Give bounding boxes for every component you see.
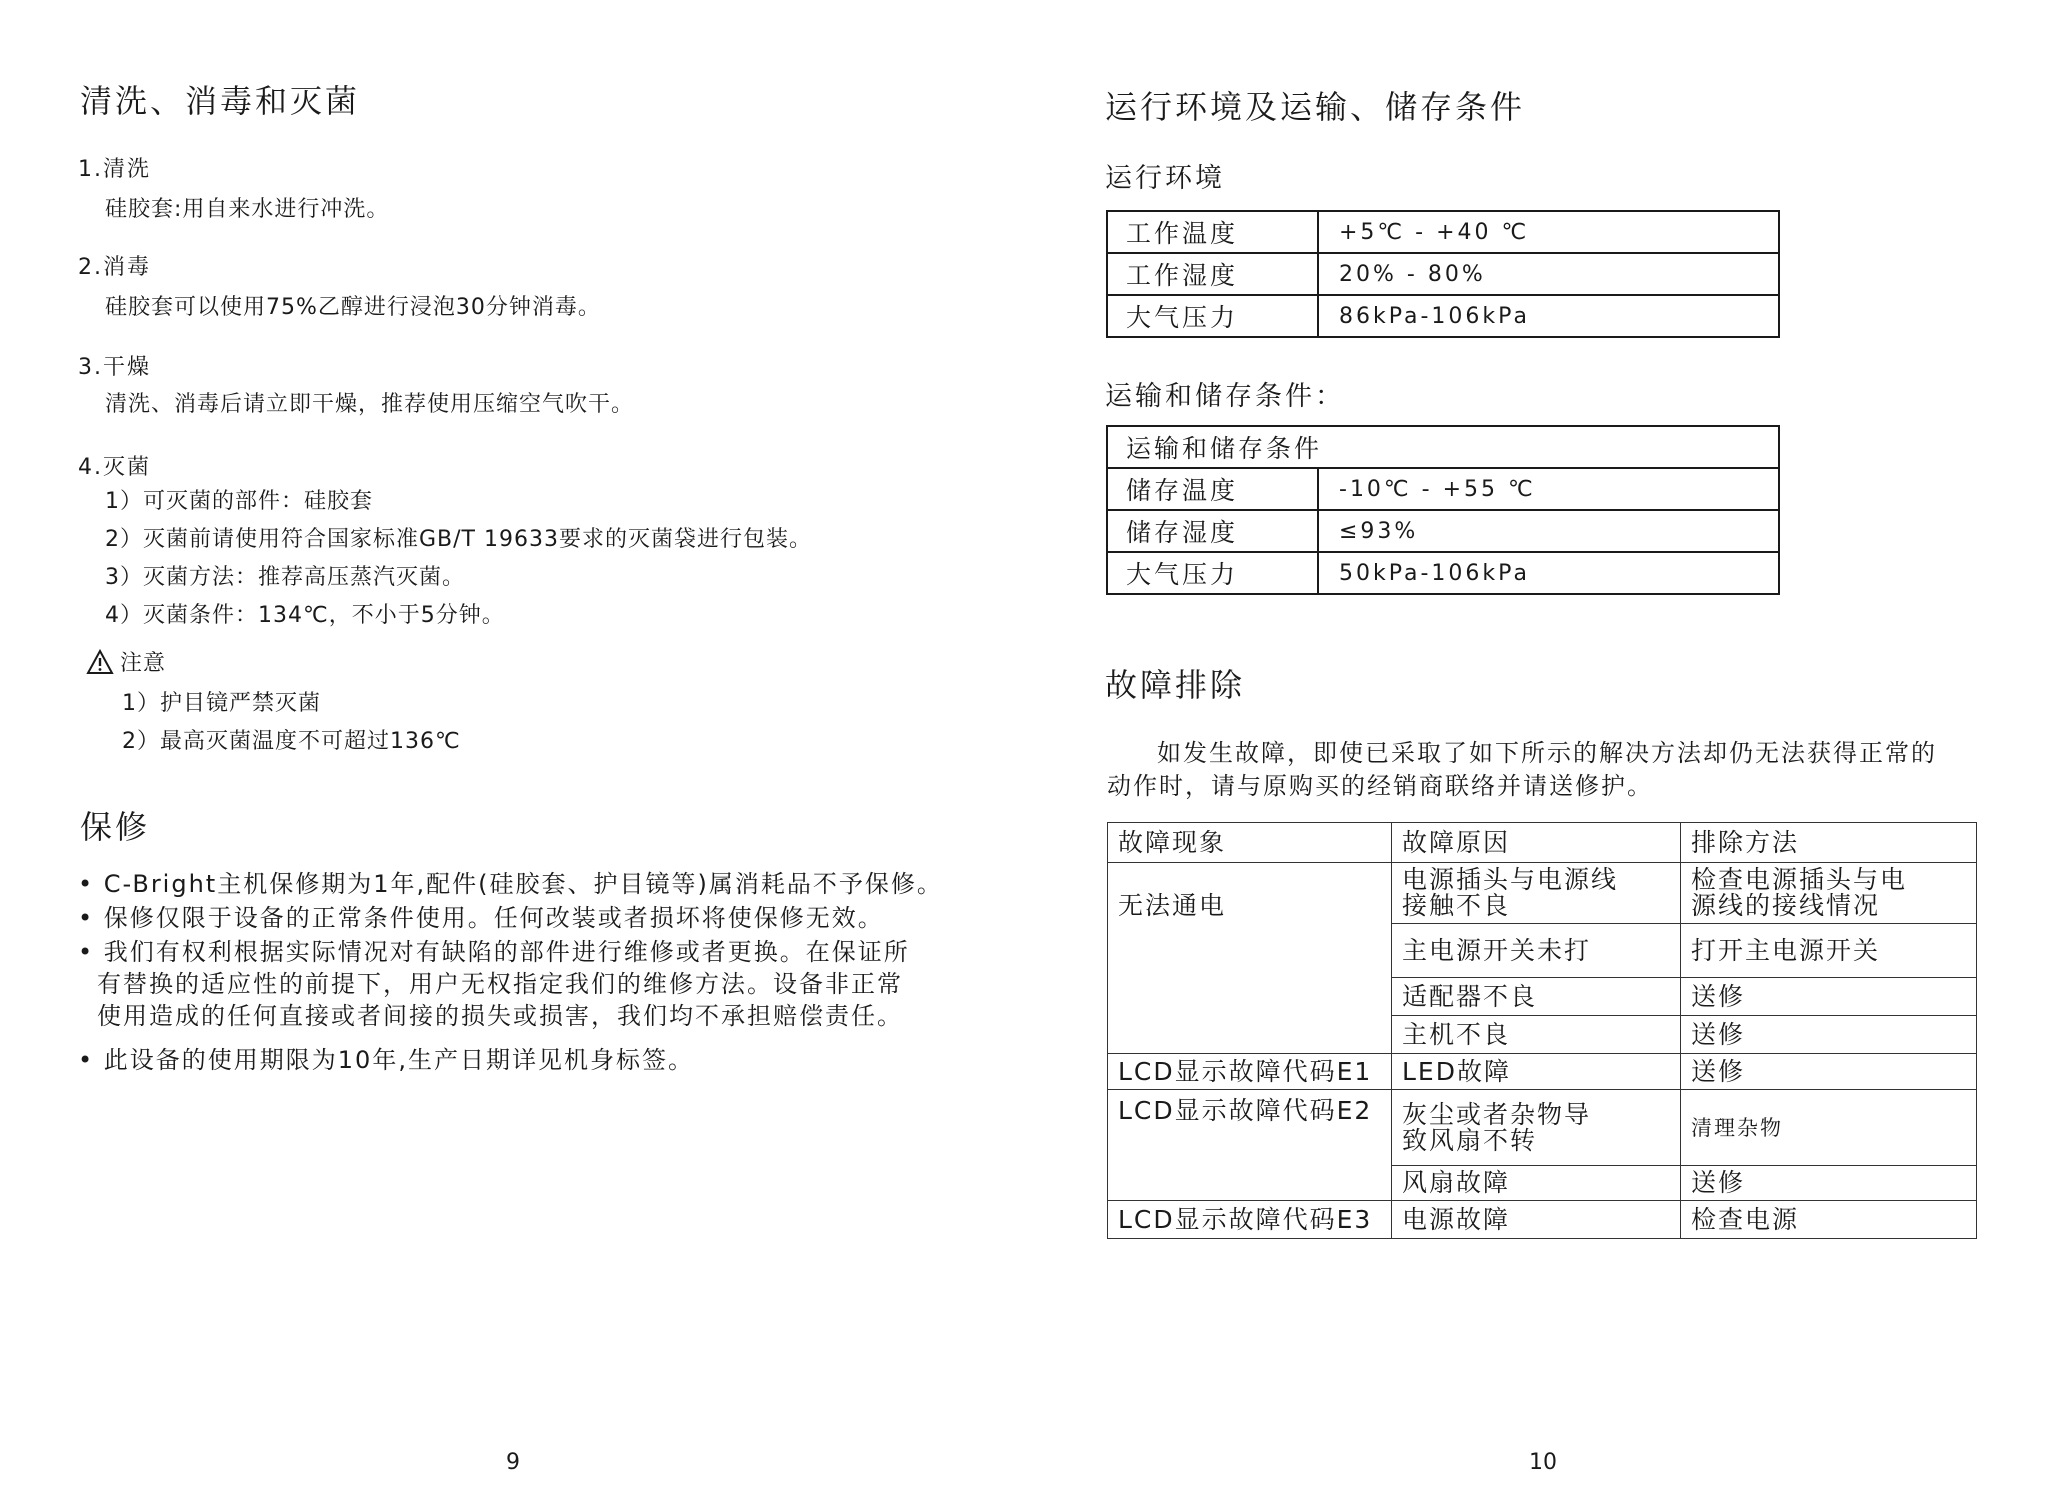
fix-check-plug bbox=[1681, 863, 1977, 924]
step-text-disinfect: 硅胶套可以使用75%乙醇进行浸泡30分钟消毒。 bbox=[105, 295, 601, 320]
table-row bbox=[1107, 211, 1779, 253]
caution-heading bbox=[86, 646, 166, 677]
sterilize-line-2: 2）灭菌前请使用符合国家标准GB/T 19633要求的灭菌袋进行包装。 bbox=[105, 527, 812, 552]
page-number-left: 9 bbox=[506, 1450, 520, 1475]
troubleshoot-table bbox=[1107, 822, 1977, 1239]
step-text-clean: 硅胶套:用自来水进行冲洗。 bbox=[105, 197, 390, 222]
symptom-e2: LCD显示故障代码E2 bbox=[1108, 1090, 1392, 1201]
warranty-item-3-cont-2: 使用造成的任何直接或者间接的损失或损害，我们均不承担赔偿责任。 bbox=[97, 1002, 903, 1030]
cause-switch: 主电源开关未打 bbox=[1392, 924, 1681, 978]
storage-table bbox=[1106, 425, 1780, 595]
table-row bbox=[1108, 1201, 1977, 1239]
warranty-title: 保修 bbox=[80, 808, 151, 846]
fix-repair-fan: 送修 bbox=[1681, 1166, 1977, 1201]
warranty-item-1: • C-Bright主机保修期为1年,配件(硅胶套、护目镜等)属消耗品不予保修。 bbox=[78, 870, 943, 898]
sterilize-line-1: 1）可灭菌的部件：硅胶套 bbox=[105, 489, 373, 514]
fix-check-power: 检查电源 bbox=[1681, 1201, 1977, 1239]
fix-open-switch: 打开主电源开关 bbox=[1681, 924, 1977, 978]
cause-led: LED故障 bbox=[1392, 1054, 1681, 1090]
cause-plug-line-1: 电源插头与电源线 bbox=[1402, 865, 1619, 894]
cause-host: 主机不良 bbox=[1392, 1016, 1681, 1054]
step-heading-clean: 1.清洗 bbox=[78, 157, 151, 182]
storage-value-pressure: 50kPa-106kPa bbox=[1318, 552, 1779, 594]
env-label-humidity: 工作湿度 bbox=[1107, 253, 1318, 295]
operating-env-table bbox=[1106, 210, 1780, 338]
symptom-e1: LCD显示故障代码E1 bbox=[1108, 1054, 1392, 1090]
step-heading-disinfect: 2.消毒 bbox=[78, 255, 151, 280]
caution-line-2: 2）最高灭菌温度不可超过136℃ bbox=[122, 729, 461, 754]
env-label-temp: 工作温度 bbox=[1107, 211, 1318, 253]
table-row bbox=[1107, 510, 1779, 552]
warranty-item-2: • 保修仅限于设备的正常条件使用。任何改装或者损坏将使保修无效。 bbox=[78, 904, 884, 932]
left-page bbox=[0, 0, 1023, 1496]
storage-label-humidity: 储存湿度 bbox=[1107, 510, 1318, 552]
storage-value-humidity: ≤93% bbox=[1318, 510, 1779, 552]
warranty-item-3-cont-1: 有替换的适应性的前提下，用户无权指定我们的维修方法。设备非正常 bbox=[97, 970, 903, 998]
warranty-item-3: • 我们有权利根据实际情况对有缺陷的部件进行维修或者更换。在保证所 bbox=[78, 938, 910, 966]
fix-repair-adapter: 送修 bbox=[1681, 978, 1977, 1016]
env-value-humidity: 20% - 80% bbox=[1318, 253, 1779, 295]
warranty-item-4: • 此设备的使用期限为10年,生产日期详见机身标签。 bbox=[78, 1046, 694, 1074]
table-row bbox=[1107, 552, 1779, 594]
fix-check-2: 源线的接线情况 bbox=[1691, 891, 1881, 920]
warning-icon bbox=[86, 649, 114, 675]
header-fix: 排除方法 bbox=[1681, 823, 1977, 863]
table-row bbox=[1107, 295, 1779, 337]
cause-plug-line bbox=[1392, 863, 1681, 924]
right-page bbox=[1023, 0, 2047, 1496]
table-row bbox=[1108, 823, 1977, 863]
step-heading-sterilize: 4.灭菌 bbox=[78, 455, 151, 480]
cause-dust bbox=[1392, 1090, 1681, 1166]
fix-repair-host: 送修 bbox=[1681, 1016, 1977, 1054]
page-number-right: 10 bbox=[1529, 1450, 1557, 1475]
cause-psu: 电源故障 bbox=[1392, 1201, 1681, 1239]
env-label-pressure: 大气压力 bbox=[1107, 295, 1318, 337]
cause-fan: 风扇故障 bbox=[1392, 1166, 1681, 1201]
storage-label-temp: 储存温度 bbox=[1107, 468, 1318, 510]
storage-table-header: 运输和储存条件 bbox=[1107, 426, 1779, 468]
symptom-e3: LCD显示故障代码E3 bbox=[1108, 1201, 1392, 1239]
symptom-no-power: 无法通电 bbox=[1108, 863, 1392, 1054]
step-text-dry: 清洗、消毒后请立即干燥，推荐使用压缩空气吹干。 bbox=[105, 392, 635, 417]
fix-clean: 清理杂物 bbox=[1681, 1090, 1977, 1166]
operating-env-title: 运行环境 bbox=[1105, 163, 1225, 194]
sterilize-line-4: 4）灭菌条件：134℃，不小于5分钟。 bbox=[105, 603, 505, 628]
caution-label: 注意 bbox=[120, 651, 167, 676]
troubleshoot-intro-2: 动作时，请与原购买的经销商联络并请送修护。 bbox=[1107, 772, 1653, 800]
cleaning-title: 清洗、消毒和灭菌 bbox=[80, 82, 361, 120]
cause-dust-2: 致风扇不转 bbox=[1402, 1125, 1538, 1155]
table-row bbox=[1107, 468, 1779, 510]
environment-title: 运行环境及运输、储存条件 bbox=[1105, 88, 1526, 126]
header-cause: 故障原因 bbox=[1392, 823, 1681, 863]
troubleshoot-intro-1: 如发生故障，即使已采取了如下所示的解决方法却仍无法获得正常的 bbox=[1157, 739, 1937, 767]
table-row bbox=[1108, 1090, 1977, 1166]
table-row bbox=[1108, 863, 1977, 924]
cause-plug-line-2: 接触不良 bbox=[1402, 891, 1511, 920]
storage-value-temp: -10℃ - +55 ℃ bbox=[1318, 468, 1779, 510]
table-row bbox=[1107, 426, 1779, 468]
cause-adapter: 适配器不良 bbox=[1392, 978, 1681, 1016]
env-value-pressure: 86kPa-106kPa bbox=[1318, 295, 1779, 337]
fix-check-1: 检查电源插头与电 bbox=[1691, 865, 1908, 894]
env-value-temp: +5℃ - +40 ℃ bbox=[1318, 211, 1779, 253]
storage-title: 运输和储存条件： bbox=[1105, 381, 1345, 412]
step-heading-dry: 3.干燥 bbox=[78, 355, 151, 380]
table-row bbox=[1108, 1054, 1977, 1090]
fix-repair-led: 送修 bbox=[1681, 1054, 1977, 1090]
troubleshoot-title: 故障排除 bbox=[1105, 666, 1246, 704]
header-symptom: 故障现象 bbox=[1108, 823, 1392, 863]
table-row bbox=[1107, 253, 1779, 295]
storage-label-pressure: 大气压力 bbox=[1107, 552, 1318, 594]
caution-line-1: 1）护目镜严禁灭菌 bbox=[122, 691, 321, 716]
sterilize-line-3: 3）灭菌方法：推荐高压蒸汽灭菌。 bbox=[105, 565, 465, 590]
cause-dust-1: 灰尘或者杂物导 bbox=[1402, 1099, 1592, 1129]
